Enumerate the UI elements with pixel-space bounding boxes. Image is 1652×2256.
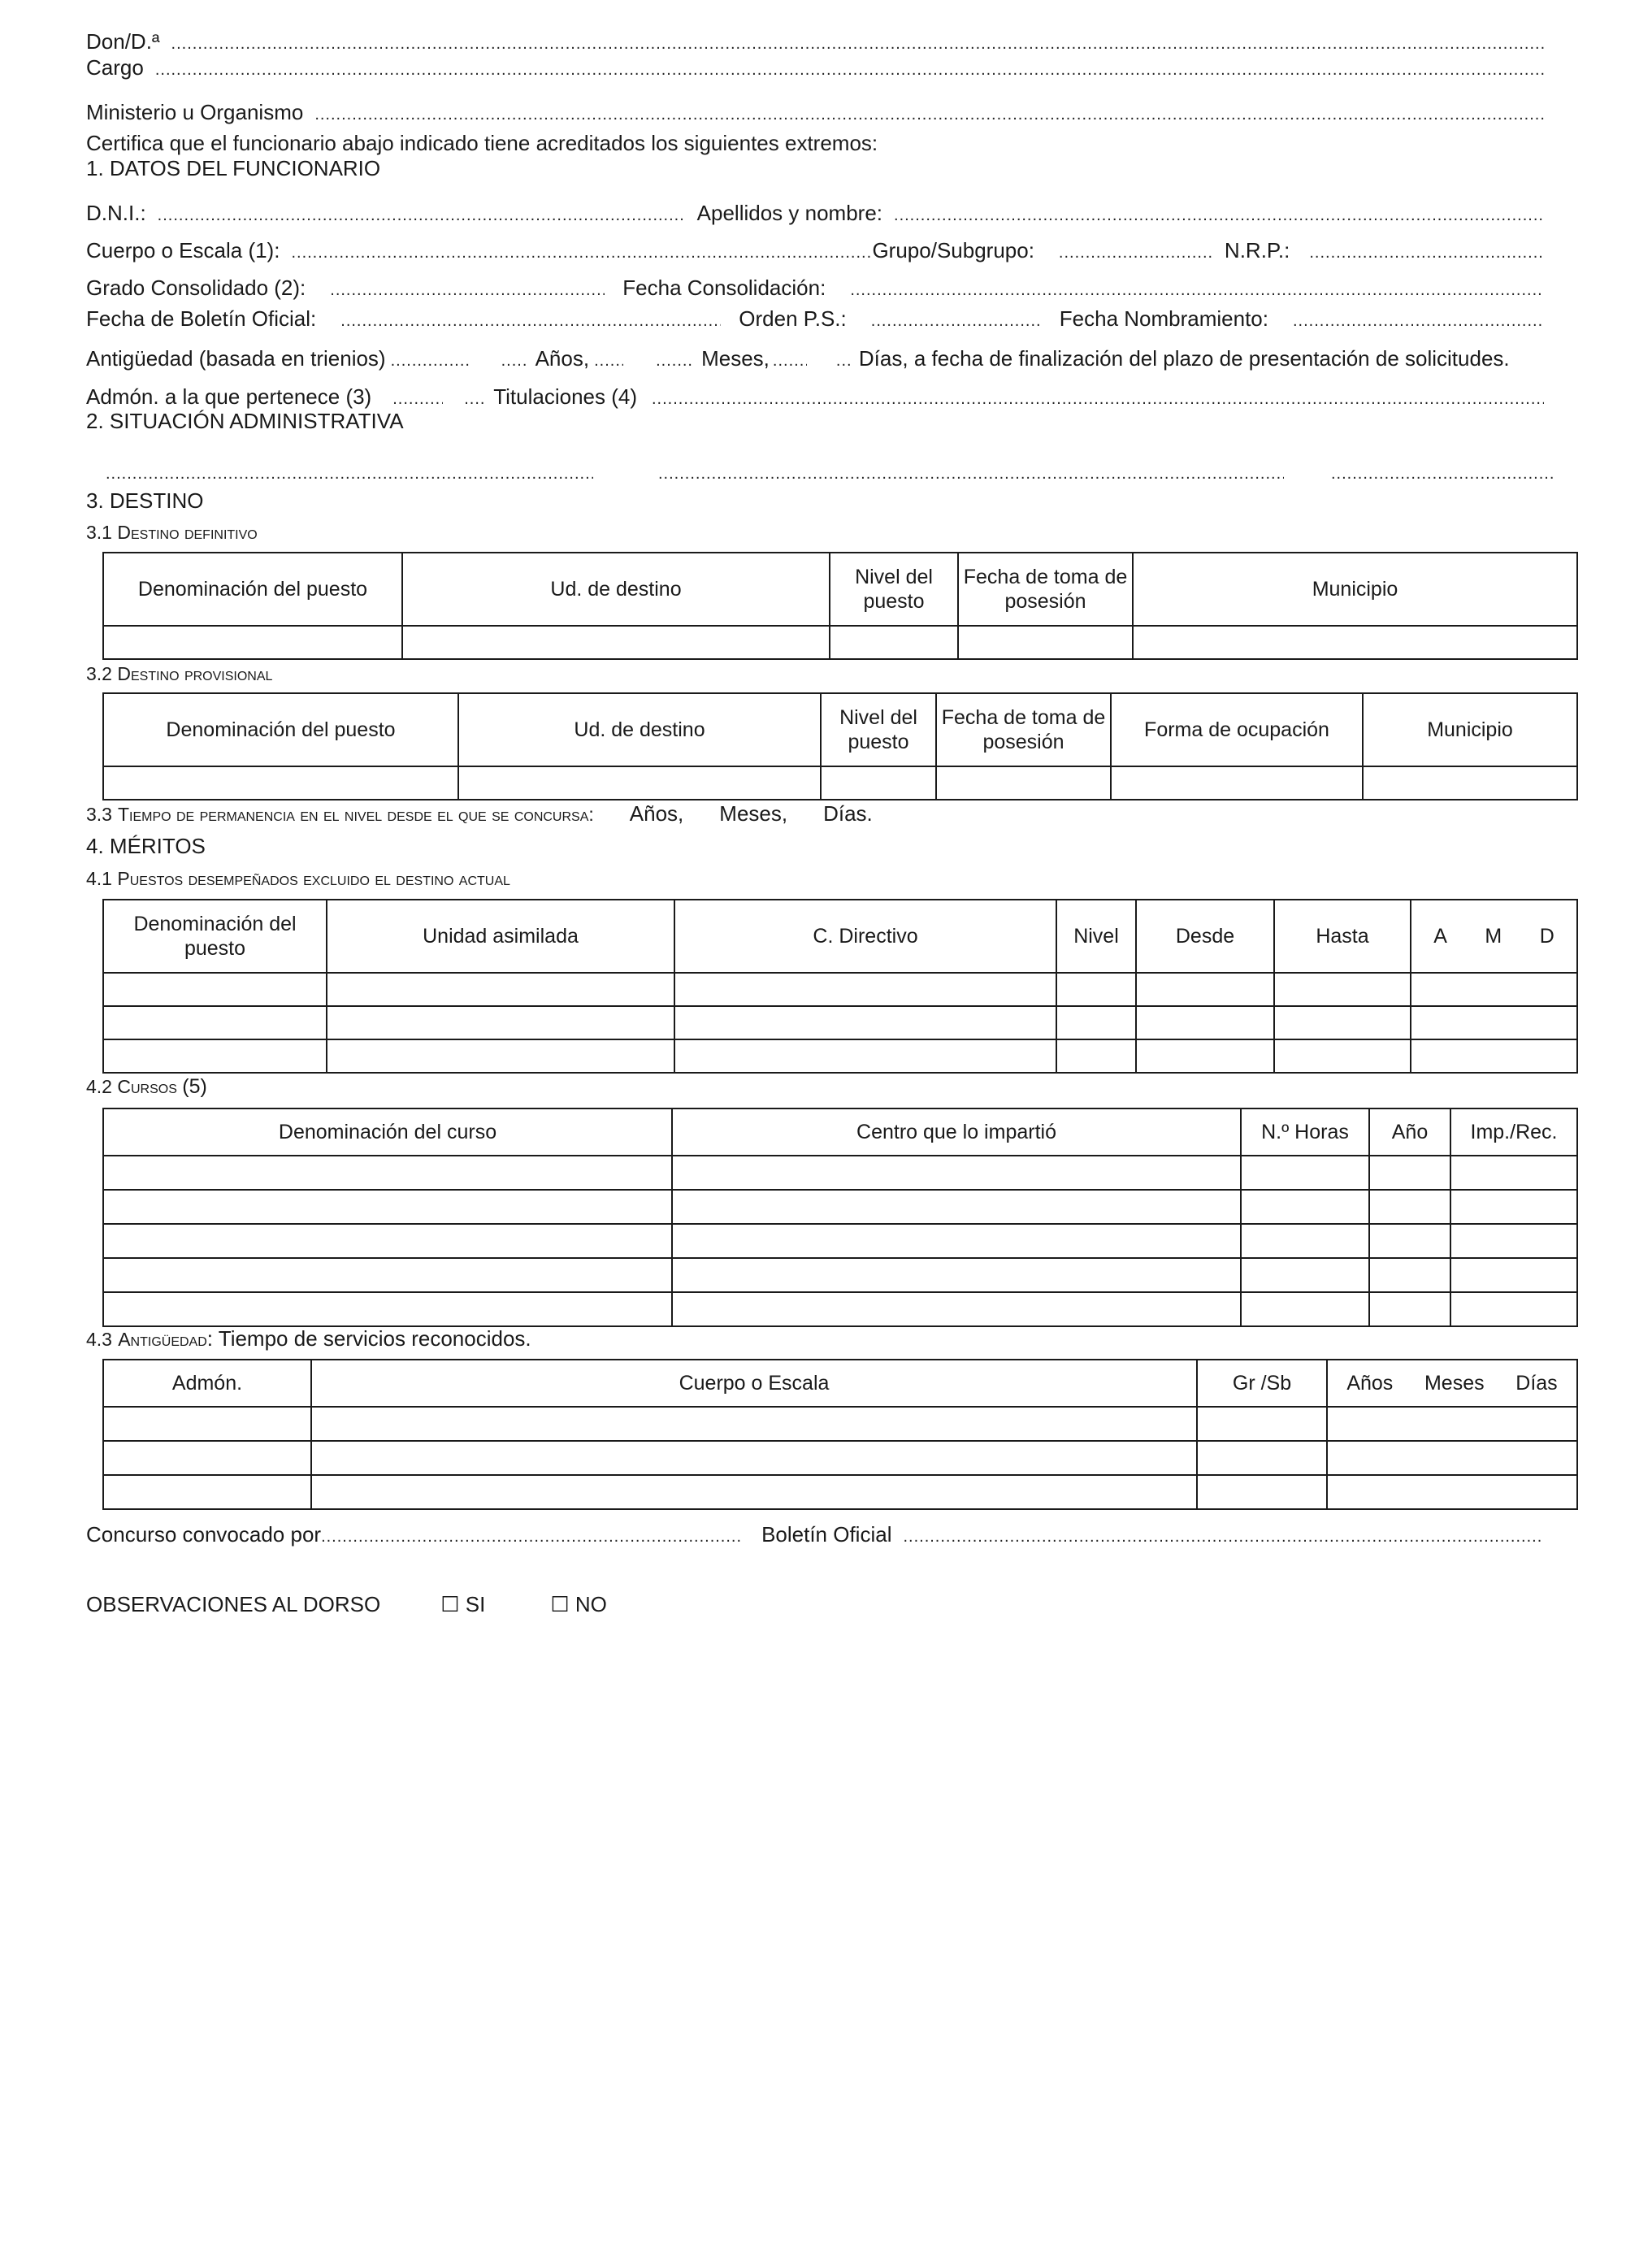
apellidos-label: Apellidos y nombre: <box>696 201 883 225</box>
antiguedad-row <box>86 348 1555 369</box>
dni-label: D.N.I.: <box>86 201 146 225</box>
table-cell[interactable] <box>103 1441 311 1475</box>
concurso-field[interactable] <box>321 1529 742 1545</box>
table-cell[interactable] <box>1327 1441 1577 1475</box>
table-cell[interactable] <box>1369 1156 1450 1190</box>
meses-field[interactable] <box>656 353 693 369</box>
antiguedad-label: Antigüedad (basada en trienios) <box>86 346 386 371</box>
table-cell[interactable] <box>1241 1156 1369 1190</box>
grupo-label: Grupo/Subgrupo: <box>872 238 1034 262</box>
table-cell[interactable] <box>1056 1006 1136 1039</box>
situacion-field-3[interactable] <box>1331 466 1555 482</box>
situacion-heading: 2. SITUACIÓN ADMINISTRATIVA <box>86 409 404 433</box>
table-header-row <box>103 1108 1577 1156</box>
table-cell[interactable] <box>1450 1292 1577 1326</box>
cursos-table <box>102 1108 1578 1327</box>
tiempo-anos[interactable]: Años, <box>629 801 684 826</box>
cargo-line[interactable] <box>86 57 1555 78</box>
table-cell[interactable] <box>311 1475 1197 1509</box>
table-cell[interactable] <box>327 973 674 1006</box>
table-row <box>103 1224 1577 1258</box>
table-cell[interactable] <box>311 1407 1197 1441</box>
table-row <box>103 1407 1577 1441</box>
table-cell[interactable] <box>1327 1475 1577 1509</box>
observaciones-row <box>86 1594 607 1615</box>
don-line[interactable] <box>86 31 1555 52</box>
don-label: Don/D.ª <box>86 29 160 54</box>
table-cell[interactable] <box>1197 1407 1327 1441</box>
table-cell[interactable] <box>1369 1190 1450 1224</box>
table-cell[interactable] <box>1411 1039 1577 1073</box>
header-cell: Unidad asimilada <box>327 900 674 973</box>
dni-row <box>86 202 1555 223</box>
header-cell: Municipio <box>1363 693 1577 766</box>
table-cell[interactable] <box>1056 1039 1136 1073</box>
titulaciones-field[interactable] <box>652 391 1544 407</box>
table-cell[interactable] <box>830 626 958 659</box>
meritos-heading: 4. MÉRITOS <box>86 834 206 858</box>
table-header-row <box>103 693 1577 766</box>
meses-label: Meses, <box>701 346 770 371</box>
table-cell[interactable] <box>103 1407 311 1441</box>
apellidos-field[interactable] <box>894 207 1544 223</box>
header-cell: Ud. de destino <box>458 693 821 766</box>
destino-provisional-title: 3.2 Destino provisional <box>86 663 273 684</box>
table-cell[interactable] <box>1197 1441 1327 1475</box>
table-cell[interactable] <box>103 1224 672 1258</box>
table-cell[interactable] <box>672 1190 1241 1224</box>
table-cell[interactable] <box>1369 1258 1450 1292</box>
table-cell[interactable] <box>1241 1258 1369 1292</box>
observaciones-label: OBSERVACIONES AL DORSO <box>86 1592 381 1616</box>
situacion-field-2[interactable] <box>658 466 1284 482</box>
table-cell[interactable] <box>1136 1039 1274 1073</box>
table-cell[interactable] <box>1327 1407 1577 1441</box>
grado-row <box>86 277 1555 298</box>
table-cell[interactable] <box>103 1039 327 1073</box>
table-cell[interactable] <box>103 766 458 800</box>
header-cell: Nivel del puesto <box>830 553 958 626</box>
nrp-label: N.R.P.: <box>1224 238 1290 262</box>
table-cell[interactable] <box>672 1224 1241 1258</box>
admon-row <box>86 386 1555 407</box>
table-header-row <box>103 553 1577 626</box>
fecha-boletin-label: Fecha de Boletín Oficial: <box>86 306 317 331</box>
header-cell: N.º Horas <box>1241 1108 1369 1156</box>
destino-definitivo-table <box>102 552 1578 660</box>
table-cell[interactable] <box>1450 1258 1577 1292</box>
situacion-row <box>106 466 1555 482</box>
table-cell[interactable] <box>1241 1224 1369 1258</box>
anos-label: Años, <box>535 346 590 371</box>
table-cell[interactable] <box>674 1006 1056 1039</box>
table-cell[interactable] <box>1369 1224 1450 1258</box>
header-cell: Admón. <box>103 1360 311 1407</box>
header-cell: Nivel <box>1056 900 1136 973</box>
header-cell: Cuerpo o Escala <box>311 1360 1197 1407</box>
si-option[interactable]: ☐ SI <box>440 1592 486 1616</box>
table-cell[interactable] <box>1411 973 1577 1006</box>
header-cell: Año <box>1369 1108 1450 1156</box>
table-cell[interactable] <box>458 766 821 800</box>
table-cell[interactable] <box>402 626 830 659</box>
boletin-row <box>86 308 1555 329</box>
table-cell[interactable] <box>1450 1190 1577 1224</box>
cursos-title: 4.2 Cursos (5) <box>86 1075 207 1098</box>
table-cell[interactable] <box>1133 626 1577 659</box>
table-row <box>103 1258 1577 1292</box>
table-row <box>103 1006 1577 1039</box>
table-cell[interactable] <box>1136 973 1274 1006</box>
table-cell[interactable] <box>821 766 936 800</box>
table-cell[interactable] <box>103 1292 672 1326</box>
cuerpo-row <box>86 240 1555 261</box>
table-cell[interactable] <box>1363 766 1577 800</box>
table-row <box>103 1475 1577 1509</box>
table-row <box>103 1156 1577 1190</box>
table-cell[interactable] <box>1241 1292 1369 1326</box>
header-cell: Desde <box>1136 900 1274 973</box>
table-header-row <box>103 900 1577 973</box>
ministerio-label: Ministerio u Organismo <box>86 100 304 124</box>
header-cell: Imp./Rec. <box>1450 1108 1577 1156</box>
table-cell[interactable] <box>1274 973 1411 1006</box>
certifica-text: Certifica que el funcionario abajo indicado tiene acreditados los siguientes extremos: <box>86 131 878 155</box>
dni-field[interactable] <box>158 207 686 223</box>
table-cell[interactable] <box>103 1156 672 1190</box>
tiempo-meses[interactable]: Meses, <box>719 801 788 826</box>
table-row <box>103 766 1577 800</box>
table-cell[interactable] <box>958 626 1133 659</box>
concurso-row <box>86 1524 1555 1545</box>
grado-label: Grado Consolidado (2): <box>86 275 306 300</box>
table-cell[interactable] <box>1274 1006 1411 1039</box>
nrp-field[interactable] <box>1309 245 1544 261</box>
table-cell[interactable] <box>327 1006 674 1039</box>
grado-field[interactable] <box>330 282 605 298</box>
table-cell[interactable] <box>103 1258 672 1292</box>
meses-extra-field[interactable] <box>773 353 807 369</box>
table-row <box>103 1292 1577 1326</box>
orden-label: Orden P.S.: <box>739 306 847 331</box>
checkbox-icon[interactable]: ☐ <box>550 1592 570 1616</box>
table-cell[interactable] <box>311 1441 1197 1475</box>
cargo-label: Cargo <box>86 55 144 80</box>
header-cell: Municipio <box>1133 553 1577 626</box>
fecha-boletin-field[interactable] <box>340 313 721 329</box>
fecha-consolidacion-label: Fecha Consolidación: <box>622 275 826 300</box>
table-cell[interactable] <box>1136 1006 1274 1039</box>
anos-field[interactable] <box>501 353 527 369</box>
titulaciones-label: Titulaciones (4) <box>493 384 637 409</box>
destino-provisional-table <box>102 692 1578 800</box>
header-cell: C. Directivo <box>674 900 1056 973</box>
table-cell[interactable] <box>1274 1039 1411 1073</box>
orden-field[interactable] <box>871 313 1042 329</box>
table-cell[interactable] <box>327 1039 674 1073</box>
checkbox-icon[interactable]: ☐ <box>440 1592 460 1616</box>
header-cell: Forma de ocupación <box>1111 693 1363 766</box>
admon-extra-field[interactable] <box>464 391 485 407</box>
table-cell[interactable] <box>672 1258 1241 1292</box>
antiguedad-table <box>102 1359 1578 1510</box>
table-row <box>103 626 1577 659</box>
header-cell: Hasta <box>1274 900 1411 973</box>
table-row <box>103 1190 1577 1224</box>
header-cell: Ud. de destino <box>402 553 830 626</box>
puestos-table <box>102 899 1578 1074</box>
table-cell[interactable] <box>672 1292 1241 1326</box>
header-cell: Denominación del curso <box>103 1108 672 1156</box>
table-cell[interactable] <box>674 1039 1056 1073</box>
table-cell[interactable] <box>103 1006 327 1039</box>
table-cell[interactable] <box>1197 1475 1327 1509</box>
destino-definitivo-title: 3.1 Destino definitivo <box>86 522 258 543</box>
table-row <box>103 1039 1577 1073</box>
boletin-field[interactable] <box>903 1529 1544 1545</box>
dias-field[interactable] <box>836 353 851 369</box>
anos-extra-field[interactable] <box>594 353 623 369</box>
header-cell: Nivel del puesto <box>821 693 936 766</box>
table-cell[interactable] <box>1369 1292 1450 1326</box>
tiempo-title: Tiempo de permanencia en el nivel desde el que se concursa: <box>117 804 594 825</box>
admon-label: Admón. a la que pertenece (3) <box>86 384 372 409</box>
table-cell[interactable] <box>1241 1190 1369 1224</box>
fecha-nombramiento-field[interactable] <box>1293 313 1544 329</box>
table-cell[interactable] <box>103 626 402 659</box>
datos-heading: 1. DATOS DEL FUNCIONARIO <box>86 156 381 180</box>
fecha-nombramiento-label: Fecha Nombramiento: <box>1059 306 1268 331</box>
table-cell[interactable] <box>103 1190 672 1224</box>
tiempo-dias[interactable]: Días. <box>823 801 873 826</box>
table-cell[interactable] <box>1056 973 1136 1006</box>
situacion-field-1[interactable] <box>106 466 593 482</box>
table-row <box>103 1441 1577 1475</box>
table-cell[interactable] <box>1450 1156 1577 1190</box>
cuerpo-label: Cuerpo o Escala (1): <box>86 238 280 262</box>
tiempo-permanencia-row <box>86 803 873 824</box>
table-header-row <box>103 1360 1577 1407</box>
header-cell-amd: A M D <box>1411 900 1577 973</box>
table-cell[interactable] <box>103 1475 311 1509</box>
header-cell: Fecha de toma de posesión <box>958 553 1133 626</box>
header-cell: Denominación del puesto <box>103 693 458 766</box>
table-cell[interactable] <box>672 1156 1241 1190</box>
table-cell[interactable] <box>1111 766 1363 800</box>
header-cell: Fecha de toma de posesión <box>936 693 1111 766</box>
fecha-consolidacion-field[interactable] <box>850 282 1544 298</box>
table-cell[interactable] <box>103 973 327 1006</box>
header-cell-amd: Años Meses Días <box>1327 1360 1577 1407</box>
grupo-field[interactable] <box>1059 245 1213 261</box>
table-cell[interactable] <box>674 973 1056 1006</box>
header-cell: Centro que lo impartió <box>672 1108 1241 1156</box>
ministerio-line[interactable] <box>86 102 1555 123</box>
antiguedad-title: 4.3 Antigüedad: Tiempo de servicios reconocidos. <box>86 1326 531 1351</box>
trienios-field[interactable] <box>391 353 470 369</box>
table-cell[interactable] <box>936 766 1111 800</box>
header-cell: Denominación del puesto <box>103 553 402 626</box>
table-row <box>103 973 1577 1006</box>
tiempo-num: 3.3 <box>86 804 112 825</box>
boletin-label: Boletín Oficial <box>761 1522 892 1547</box>
concurso-label: Concurso convocado por <box>86 1522 322 1547</box>
destino-heading: 3. DESTINO <box>86 488 204 513</box>
puestos-title: 4.1 Puestos desempeñados excluido el destino actual <box>86 868 510 889</box>
admon-field[interactable] <box>392 391 443 407</box>
header-cell: Gr /Sb <box>1197 1360 1327 1407</box>
table-cell[interactable] <box>1411 1006 1577 1039</box>
header-cell: Denominación del puesto <box>103 900 327 973</box>
cuerpo-field[interactable] <box>291 245 872 261</box>
dias-text: Días, a fecha de finalización del plazo de presentación de solicitudes. <box>858 346 1510 371</box>
table-cell[interactable] <box>1450 1224 1577 1258</box>
no-option[interactable]: ☐ NO <box>550 1592 607 1616</box>
